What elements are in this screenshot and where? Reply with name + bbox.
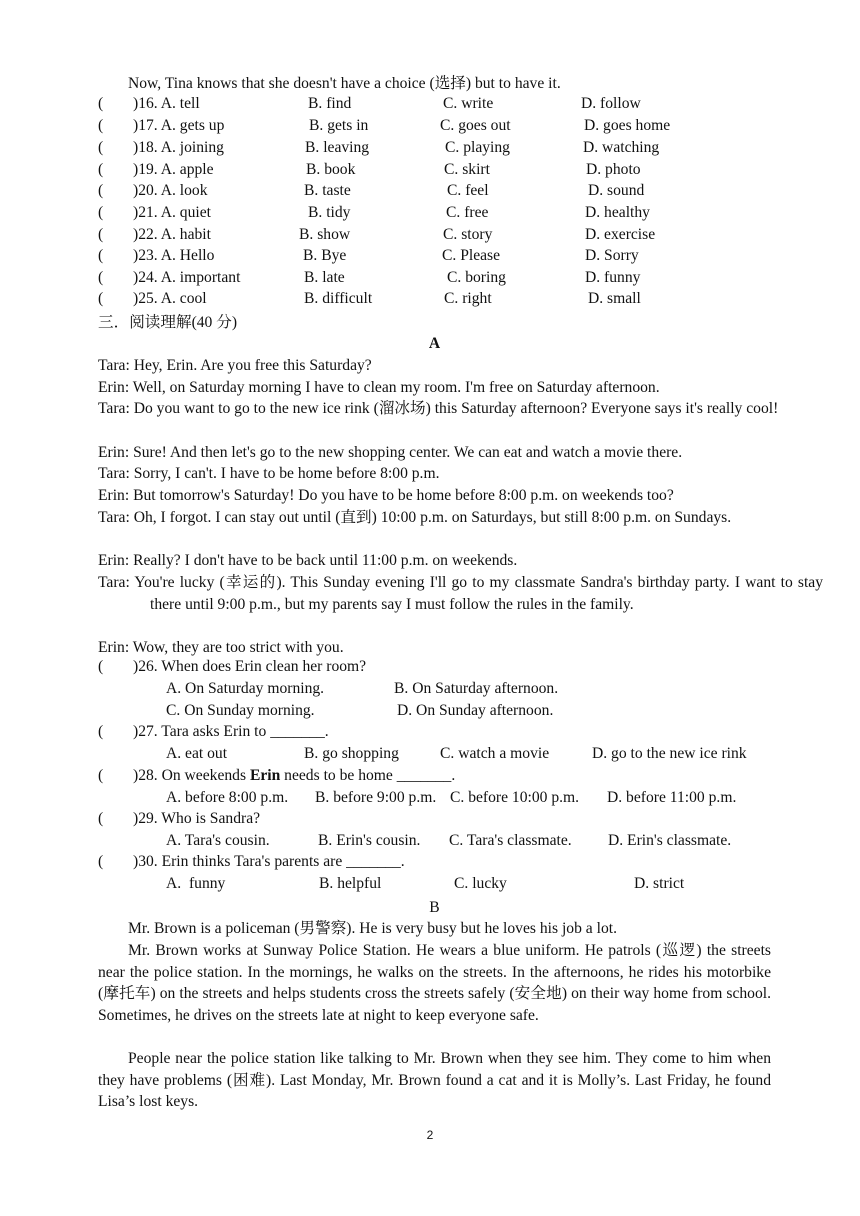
option-c: C. goes out	[440, 117, 511, 134]
dialogue-line: Erin: Sure! And then let's go to the new shopping center. We can eat and watch a movie there.	[98, 444, 683, 461]
option-a: )22. A. habit	[133, 226, 211, 243]
answer-paren: (	[98, 723, 104, 740]
option-b: B. gets in	[309, 117, 369, 134]
answer-paren: (	[98, 226, 104, 243]
stem-text: needs to be home _______.	[280, 767, 456, 784]
option-c: C. On Sunday morning.	[166, 702, 315, 719]
dialogue-line: Tara: Hey, Erin. Are you free this Saturday?	[98, 357, 372, 374]
passage-b-label: B	[429, 899, 440, 916]
option-c: C. skirt	[444, 161, 490, 178]
answer-paren: (	[98, 290, 104, 307]
option-a: A. On Saturday morning.	[166, 680, 325, 697]
option-b: B. before 9:00 p.m.	[315, 789, 437, 806]
answer-paren: (	[98, 247, 104, 264]
option-a: )16. A. tell	[133, 95, 200, 112]
option-b: B. book	[306, 161, 356, 178]
option-a: )19. A. apple	[133, 161, 214, 178]
paragraph: Mr. Brown is a policeman (男警察). He is very busy but he loves his job a lot.	[128, 920, 617, 937]
answer-paren: (	[98, 161, 104, 178]
option-d: D. follow	[581, 95, 641, 112]
answer-paren: (	[98, 810, 104, 827]
answer-paren: (	[98, 767, 104, 784]
option-d: D. sound	[588, 182, 645, 199]
option-a: )20. A. look	[133, 182, 208, 199]
option-d: D. strict	[634, 875, 685, 892]
option-c: C. free	[446, 204, 489, 221]
dialogue-line: Tara: Oh, I forgot. I can stay out until (直到) 10:00 p.m. on Saturdays, but still 8:00 p.m. on Sundays.	[98, 509, 732, 526]
stem-bold: Erin	[249, 767, 281, 784]
option-c: C. before 10:00 p.m.	[450, 789, 580, 806]
option-d: D. go to the new ice rink	[592, 745, 747, 762]
option-d: D. photo	[586, 161, 641, 178]
option-b: B. show	[299, 226, 351, 243]
option-d: D. goes home	[584, 117, 671, 134]
option-b: B. On Saturday afternoon.	[394, 680, 559, 697]
paragraph: Mr. Brown works at Sunway Police Station. He wears a blue uniform. He patrols (巡逻) the streets near the police station. In the mornings, he walks on the streets. In the afternoons, he rides his motorbike (摩托车) on the streets and helps students cross the streets safely (安全地) on their way home from school. Sometimes, he drives on the streets late at night to keep everyone safe.	[98, 942, 771, 1025]
paragraph: People near the police station like talking to Mr. Brown when they see him. They come to him when they have problems (困难). Last Monday, Mr. Brown found a cat and it is Molly’s. Last Friday, he found Lisa’s lost keys.	[98, 1050, 771, 1111]
dialogue-line: Tara: Sorry, I can't. I have to be home before 8:00 p.m.	[98, 465, 440, 482]
option-d: D. funny	[585, 269, 641, 286]
dialogue-line: Erin: But tomorrow's Saturday! Do you have to be home before 8:00 p.m. on weekends too?	[98, 487, 674, 504]
option-c: C. story	[443, 226, 493, 243]
section-title: 三．阅读理解(40 分)	[98, 314, 238, 331]
option-b: B. tidy	[308, 204, 351, 221]
option-c: C. right	[444, 290, 492, 307]
option-d: D. watching	[583, 139, 660, 156]
option-a: )24. A. important	[133, 269, 241, 286]
option-a: )23. A. Hello	[133, 247, 215, 264]
answer-paren: (	[98, 95, 104, 112]
question-stem: )29. Who is Sandra?	[133, 810, 261, 827]
answer-paren: (	[98, 269, 104, 286]
option-c: C. Please	[442, 247, 501, 264]
option-c: C. Tara's classmate.	[449, 832, 572, 849]
dialogue-line: Erin: Well, on Saturday morning I have to clean my room. I'm free on Saturday afternoon.	[98, 379, 660, 396]
passage-a-label: A	[428, 335, 441, 352]
option-d: D. healthy	[585, 204, 650, 221]
option-d: D. On Sunday afternoon.	[397, 702, 554, 719]
option-b: B. taste	[304, 182, 351, 199]
option-a: A. before 8:00 p.m.	[166, 789, 289, 806]
option-d: D. small	[588, 290, 641, 307]
answer-paren: (	[98, 139, 104, 156]
option-b: B. go shopping	[304, 745, 399, 762]
option-b: B. leaving	[305, 139, 370, 156]
dialogue-line: Tara: You're lucky (幸运的). This Sunday evening I'll go to my classmate Sandra's birthday party. I want to stay there until 9:00 p.m., but my parents say I must follow the rules in the family.	[98, 574, 823, 613]
option-a: )17. A. gets up	[133, 117, 225, 134]
option-c: C. write	[443, 95, 494, 112]
question-stem: )27. Tara asks Erin to _______.	[133, 723, 329, 740]
page-number: 2	[426, 1128, 434, 1142]
option-c: C. playing	[445, 139, 510, 156]
dialogue-line: Tara: Do you want to go to the new ice rink (溜冰场) this Saturday afternoon? Everyone says it's really cool!	[98, 400, 779, 417]
dialogue-line: Erin: Really? I don't have to be back until 11:00 p.m. on weekends.	[98, 552, 518, 569]
answer-paren: (	[98, 117, 104, 134]
answer-paren: (	[98, 204, 104, 221]
question-stem	[133, 767, 455, 785]
option-b: B. Erin's cousin.	[318, 832, 421, 849]
option-c: C. watch a movie	[440, 745, 550, 762]
option-d: D. Erin's classmate.	[608, 832, 732, 849]
option-b: B. helpful	[319, 875, 382, 892]
option-a: )18. A. joining	[133, 139, 224, 156]
option-b: B. difficult	[304, 290, 373, 307]
option-a: )25. A. cool	[133, 290, 207, 307]
option-c: C. boring	[447, 269, 506, 286]
option-a: A. eat out	[166, 745, 228, 762]
option-a: A. Tara's cousin.	[166, 832, 270, 849]
stem-text: )28. On weekends	[133, 767, 250, 784]
intro-line: Now, Tina knows that she doesn't have a choice (选择) but to have it.	[128, 75, 561, 92]
option-c: C. lucky	[454, 875, 507, 892]
answer-paren: (	[98, 658, 104, 675]
answer-paren: (	[98, 853, 104, 870]
option-d: D. before 11:00 p.m.	[607, 789, 737, 806]
option-d: D. exercise	[585, 226, 656, 243]
option-b: B. find	[308, 95, 352, 112]
question-stem: )26. When does Erin clean her room?	[133, 658, 367, 675]
question-stem: )30. Erin thinks Tara's parents are _______.	[133, 853, 405, 870]
answer-paren: (	[98, 182, 104, 199]
option-a: A. funny	[166, 875, 226, 892]
option-b: B. late	[304, 269, 345, 286]
option-d: D. Sorry	[585, 247, 639, 264]
dialogue-line: Erin: Wow, they are too strict with you.	[98, 639, 344, 656]
option-c: C. feel	[447, 182, 489, 199]
option-a: )21. A. quiet	[133, 204, 211, 221]
option-b: B. Bye	[303, 247, 347, 264]
